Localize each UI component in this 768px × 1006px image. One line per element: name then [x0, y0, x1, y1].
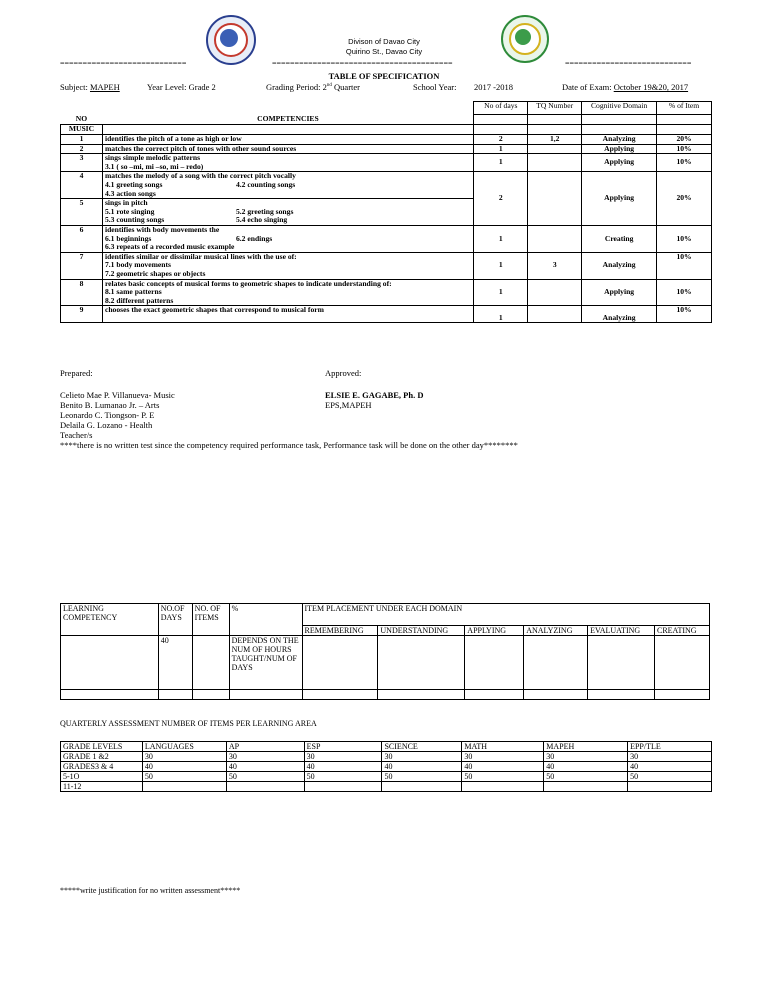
lc-cell [192, 636, 229, 690]
qa-cell: 11-12 [61, 782, 143, 792]
row-competency [102, 172, 473, 199]
approver-name: ELSIE E. GAGABE, Ph. D [325, 390, 424, 400]
table-row [61, 225, 712, 252]
row-pct: 10% [657, 306, 712, 323]
competency-line: 5.2 greeting songs [235, 206, 294, 216]
spec-blank [474, 125, 528, 135]
competency-line: 4.3 action songs [104, 188, 156, 198]
lc-pct-header: % [229, 604, 302, 636]
grading-period [266, 82, 360, 92]
domain-header: UNDERSTANDING [378, 626, 465, 636]
row-tq [528, 306, 582, 323]
competency-line: identifies with body movements the [104, 224, 220, 234]
school-year-label: School Year: [413, 82, 457, 92]
qa-header: MAPEH [544, 742, 628, 752]
competency-line: 3.1 ( so –mi, mi –so, mi – redo) [104, 161, 204, 171]
qa-cell: 50 [226, 772, 304, 782]
teacher-name: Leonardo C. Tiongson- P. E [60, 410, 155, 420]
table-row [61, 172, 712, 199]
quarterly-title: QUARTERLY ASSESSMENT NUMBER OF ITEMS PER LEARNING AREA [60, 719, 317, 728]
qa-header: GRADE LEVELS [61, 742, 143, 752]
qa-cell [226, 782, 304, 792]
row-days: 1 [474, 225, 528, 252]
qa-cell: 30 [544, 752, 628, 762]
row-competency: matches the correct pitch of tones with other sound sources [102, 144, 473, 154]
qa-cell: 30 [226, 752, 304, 762]
qa-cell: GRADE 1 &2 [61, 752, 143, 762]
qa-cell [462, 782, 544, 792]
competency-line: 4.1 greeting songs [104, 179, 163, 189]
row-domain: Analyzing [582, 306, 657, 323]
row-domain: Analyzing [582, 135, 657, 145]
lc-cell [588, 690, 655, 700]
qa-cell: 50 [462, 772, 544, 782]
competency-line: 7.2 geometric shapes or objects [104, 268, 206, 278]
competency-line: 7.1 body movements [104, 260, 171, 270]
row-days: 1 [474, 154, 528, 172]
row-no: 6 [61, 225, 103, 252]
lc-cell [378, 636, 465, 690]
qa-cell: 40 [382, 762, 462, 772]
learning-competency-table [60, 603, 710, 700]
qa-cell: 50 [382, 772, 462, 782]
spec-blank [474, 115, 528, 125]
spec-blank [528, 125, 582, 135]
table-row [61, 279, 712, 306]
lc-pct-value: DEPENDS ON THE NUM OF HOURS TAUGHT/NUM OF DAYS [229, 636, 302, 690]
spec-blank [61, 102, 103, 115]
col-no-header: NO [75, 113, 88, 123]
competency-line: matches the melody of a song with the correct pitch vocally [104, 171, 296, 181]
row-competency [102, 154, 473, 172]
teacher-role: Teacher/s [60, 430, 93, 440]
competency-line: 5.4 echo singing [235, 215, 288, 225]
row-domain: Analyzing [582, 252, 657, 279]
qa-header: MATH [462, 742, 544, 752]
spec-header-row-2 [61, 115, 712, 125]
row-days: 2 [474, 172, 528, 226]
competency-line: 8.2 different patterns [104, 295, 174, 305]
row-domain: Applying [582, 154, 657, 172]
qa-cell: 30 [382, 752, 462, 762]
subject-label: Subject: [60, 82, 88, 92]
performance-task-note: ****there is no written test since the competency required performance task, Performance task will be done on the other day******** [60, 440, 518, 450]
subject-value: MAPEH [89, 82, 120, 92]
row-competency [102, 199, 473, 226]
row-tq [528, 279, 582, 306]
qa-cell: 40 [462, 762, 544, 772]
row-no: 1 [61, 135, 103, 145]
lc-cell [192, 690, 229, 700]
row-no: 2 [61, 144, 103, 154]
spec-header-row-1 [61, 102, 712, 115]
qa-cell: 50 [628, 772, 712, 782]
row-pct: 10% [657, 154, 712, 172]
row-domain: Applying [582, 279, 657, 306]
competency-line: 6.1 beginnings [104, 233, 152, 243]
lc-days-header: NO.OF DAYS [158, 604, 192, 636]
qa-header: LANGUAGES [142, 742, 226, 752]
qa-cell: 50 [304, 772, 382, 782]
row-pct: 20% [657, 172, 712, 226]
lc-cell [655, 690, 710, 700]
competency-line: 8.1 same patterns [104, 287, 162, 297]
competency-subline [105, 181, 471, 190]
spec-blank [102, 125, 473, 135]
lc-cell [158, 690, 192, 700]
exam-date-label: Date of Exam: [562, 82, 612, 92]
subject [60, 82, 120, 92]
qa-header: AP [226, 742, 304, 752]
qa-cell: 40 [142, 762, 226, 772]
grading-rest: Quarter [331, 82, 361, 92]
qa-cell [382, 782, 462, 792]
domain-header: EVALUATING [588, 626, 655, 636]
row-domain: Creating [582, 225, 657, 252]
row-competency [102, 279, 473, 306]
qa-cell [628, 782, 712, 792]
lc-placement-header: ITEM PLACEMENT UNDER EACH DOMAIN [302, 604, 710, 626]
domain-header: REMEMBERING [302, 626, 378, 636]
division-address: Quirino St., Davao City [345, 47, 423, 56]
school-year-value: 2017 -2018 [474, 82, 513, 92]
lc-cell [302, 636, 378, 690]
row-domain: Applying [582, 144, 657, 154]
qa-cell [544, 782, 628, 792]
spec-blank [582, 125, 657, 135]
competency-line: 6.2 endings [235, 233, 273, 243]
col-tq-header: TQ Number [528, 102, 582, 115]
qa-cell: 40 [628, 762, 712, 772]
teacher-name: Celieto Mae P. Villanueva- Music [60, 390, 175, 400]
competency-line: sings in pitch [104, 198, 148, 208]
domain-header: ANALYZING [524, 626, 588, 636]
qa-header-row [61, 742, 712, 752]
qa-cell: 30 [304, 752, 382, 762]
lc-cell [302, 690, 378, 700]
table-row [61, 306, 712, 323]
row-tq [528, 144, 582, 154]
row-tq [528, 172, 582, 226]
competency-line: 4.2 counting songs [235, 179, 296, 189]
approved-label: Approved: [325, 368, 362, 378]
teacher-list [60, 390, 175, 440]
qa-header: ESP [304, 742, 382, 752]
row-domain: Applying [582, 172, 657, 226]
lc-data-row [61, 636, 710, 690]
qa-cell: 50 [142, 772, 226, 782]
row-days: 1 [474, 279, 528, 306]
lc-cell [655, 636, 710, 690]
page-title: TABLE OF SPECIFICATION [328, 71, 440, 81]
table-row [61, 752, 712, 762]
row-no: 8 [61, 279, 103, 306]
col-domain-header: Cognitive Domain [582, 102, 657, 115]
spec-blank [582, 115, 657, 125]
lc-cell [588, 636, 655, 690]
specification-table [60, 101, 712, 323]
qa-cell: 40 [226, 762, 304, 772]
row-no: 4 [61, 172, 103, 199]
row-competency: chooses the exact geometric shapes that correspond to musical form [102, 306, 473, 323]
qa-header: SCIENCE [382, 742, 462, 752]
row-pct: 10% [657, 252, 712, 279]
approver-title: EPS,MAPEH [325, 400, 372, 410]
lc-cell [378, 690, 465, 700]
row-tq [528, 225, 582, 252]
row-competency [102, 225, 473, 252]
qa-cell [304, 782, 382, 792]
col-pct-header: % of Item [657, 102, 712, 115]
lc-cell [61, 690, 159, 700]
prepared-label: Prepared: [60, 368, 93, 378]
row-tq: 1,2 [528, 135, 582, 145]
teacher-name: Benito B. Lumanao Jr. – Arts [60, 400, 160, 410]
lc-cell [524, 690, 588, 700]
qa-cell: 5-1O [61, 772, 143, 782]
row-pct: 10% [657, 144, 712, 154]
qa-cell: 30 [462, 752, 544, 762]
lc-cell [465, 690, 524, 700]
row-tq [528, 154, 582, 172]
competency-subline [105, 216, 471, 225]
rule-middle: ======================================== [272, 59, 453, 68]
spec-blank [657, 115, 712, 125]
qa-cell [142, 782, 226, 792]
qa-cell: 30 [142, 752, 226, 762]
qa-cell: GRADES3 & 4 [61, 762, 143, 772]
row-competency: identifies the pitch of a tone as high or low [102, 135, 473, 145]
row-pct: 10% [657, 279, 712, 306]
lc-cell [524, 636, 588, 690]
spec-blank [657, 125, 712, 135]
row-no: 9 [61, 306, 103, 323]
competency-line: sings simple melodic patterns [104, 153, 201, 163]
qa-cell: 40 [544, 762, 628, 772]
competency-line: relates basic concepts of musical forms to geometric shapes to indicate understanding of: [104, 278, 392, 288]
qa-cell: 30 [628, 752, 712, 762]
lc-days-value: 40 [158, 636, 192, 690]
exam-date [562, 82, 688, 92]
row-days: 1 [474, 252, 528, 279]
rule-left: ============================ [60, 59, 187, 68]
table-row [61, 154, 712, 172]
music-label: MUSIC [61, 125, 103, 135]
lc-competency-header: LEARNING COMPETENCY [61, 604, 159, 636]
row-days: 1 [474, 306, 528, 323]
row-no: 7 [61, 252, 103, 279]
domain-header: APPLYING [465, 626, 524, 636]
row-no: 5 [61, 199, 103, 226]
row-competency [102, 252, 473, 279]
qa-cell: 50 [544, 772, 628, 782]
lc-cell [61, 636, 159, 690]
row-days: 1 [474, 144, 528, 154]
teacher-name: Delaila G. Lozano - Health [60, 420, 153, 430]
exam-date-value: October 19&20, 2017 [613, 82, 689, 92]
grading-label: Grading Period: 2 [266, 82, 327, 92]
domain-header: CREATING [655, 626, 710, 636]
row-days: 2 [474, 135, 528, 145]
rule-right: ============================ [565, 59, 692, 68]
lc-items-header: NO. OF ITEMS [192, 604, 229, 636]
row-pct: 20% [657, 135, 712, 145]
col-days-header: No of days [474, 102, 528, 115]
grading-sup: nd [326, 83, 332, 89]
justification-note: *****write justification for no written assessment***** [60, 886, 241, 895]
table-row [61, 772, 712, 782]
table-row [61, 762, 712, 772]
competency-line: 6.3 repeats of a recorded music example [104, 242, 235, 252]
lc-cell [465, 636, 524, 690]
competency-line: 5.3 counting songs [104, 215, 165, 225]
lc-empty-row [61, 690, 710, 700]
table-row [61, 782, 712, 792]
lc-header-row [61, 604, 710, 626]
row-pct: 10% [657, 225, 712, 252]
spec-music-row [61, 125, 712, 135]
division-name: Divison of Davao City [348, 37, 420, 46]
competency-line: 5.1 rote singing [104, 206, 155, 216]
lc-cell [229, 690, 302, 700]
table-row [61, 135, 712, 145]
spec-blank [528, 115, 582, 125]
table-row [61, 252, 712, 279]
col-competencies-header: COMPETENCIES [257, 113, 319, 123]
competency-line: identifies similar or dissimilar musical lines with the use of: [104, 251, 297, 261]
year-level: Year Level: Grade 2 [147, 82, 216, 92]
qa-cell: 40 [304, 762, 382, 772]
row-no: 3 [61, 154, 103, 172]
spec-blank [102, 102, 473, 115]
row-tq: 3 [528, 252, 582, 279]
qa-header: EPP/TLE [628, 742, 712, 752]
quarterly-assessment-table [60, 741, 712, 792]
